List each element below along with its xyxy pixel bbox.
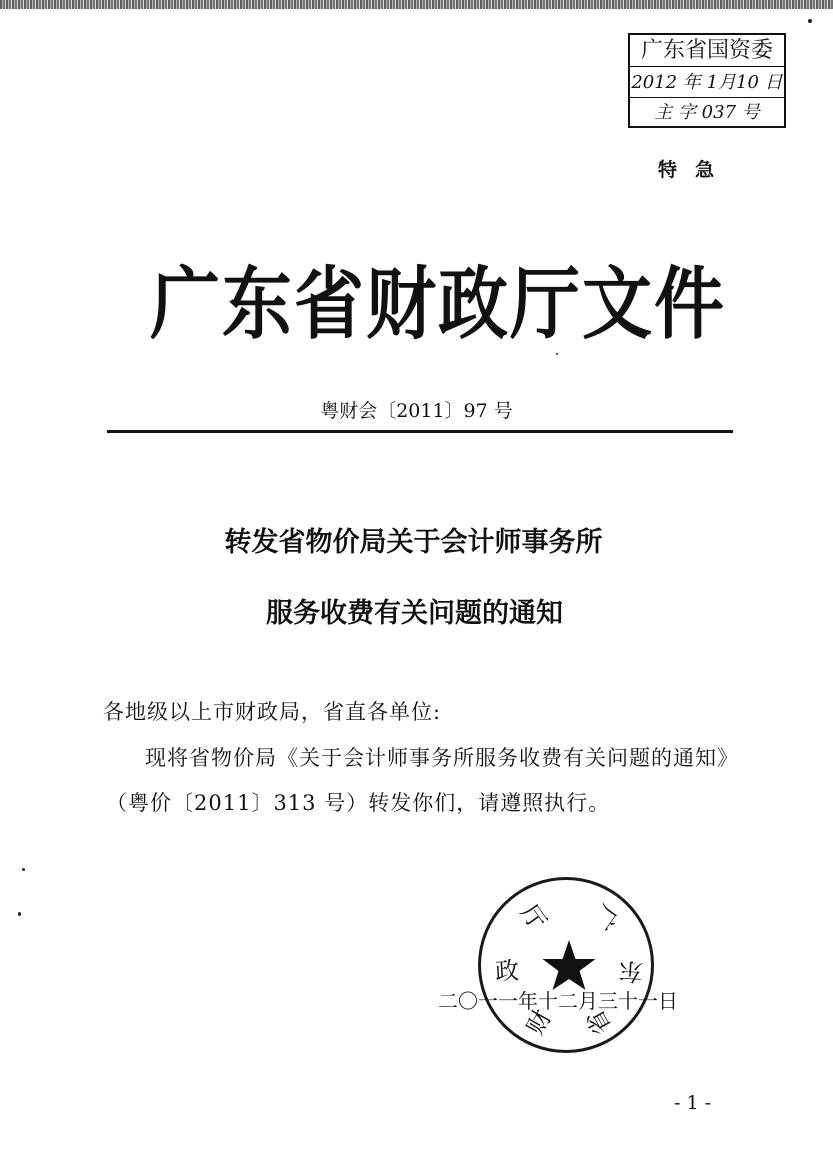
document-number: 粤财会〔2011〕97 号 bbox=[320, 400, 513, 422]
page-number: - 1 - bbox=[674, 1092, 712, 1114]
seal-char: 财 bbox=[520, 1004, 557, 1040]
scan-speck bbox=[808, 19, 812, 23]
subject-line-2: 服务收费有关问题的通知 bbox=[266, 598, 563, 629]
receipt-stamp bbox=[628, 33, 786, 128]
seal-graphic bbox=[481, 880, 657, 1056]
star-icon bbox=[543, 940, 596, 990]
header-divider bbox=[107, 430, 733, 433]
receipt-organization: 广东省国资委 bbox=[630, 35, 784, 67]
seal-char: 广 bbox=[586, 899, 623, 936]
body-paragraph-line-1: 现将省物价局《关于会计师事务所服务收费有关问题的通知》 bbox=[145, 746, 739, 770]
scan-speck bbox=[22, 868, 25, 871]
body-paragraph-line-2: （粤价〔2011〕313 号）转发你们，请遵照执行。 bbox=[106, 791, 611, 815]
seal-char: 厅 bbox=[515, 899, 552, 936]
receipt-serial: 主 字 037 号 bbox=[654, 102, 760, 123]
receipt-date: 2012 年 1月10 日 bbox=[630, 67, 784, 98]
scan-edge-noise bbox=[0, 0, 833, 9]
subject-line-1: 转发省物价局关于会计师事务所 bbox=[224, 527, 603, 558]
seal-char: 政 bbox=[494, 956, 520, 986]
issue-date: 二〇一一年十二月三十一日 bbox=[438, 989, 678, 1013]
urgency-label: 特急 bbox=[658, 159, 733, 181]
official-seal bbox=[478, 877, 654, 1053]
document-title: 广东省财政厅文件 bbox=[150, 258, 726, 350]
seal-char: 省 bbox=[581, 1004, 618, 1040]
salutation: 各地级以上市财政局，省直各单位: bbox=[103, 700, 442, 724]
scan-speck bbox=[18, 912, 21, 916]
seal-char: 东 bbox=[618, 956, 644, 986]
